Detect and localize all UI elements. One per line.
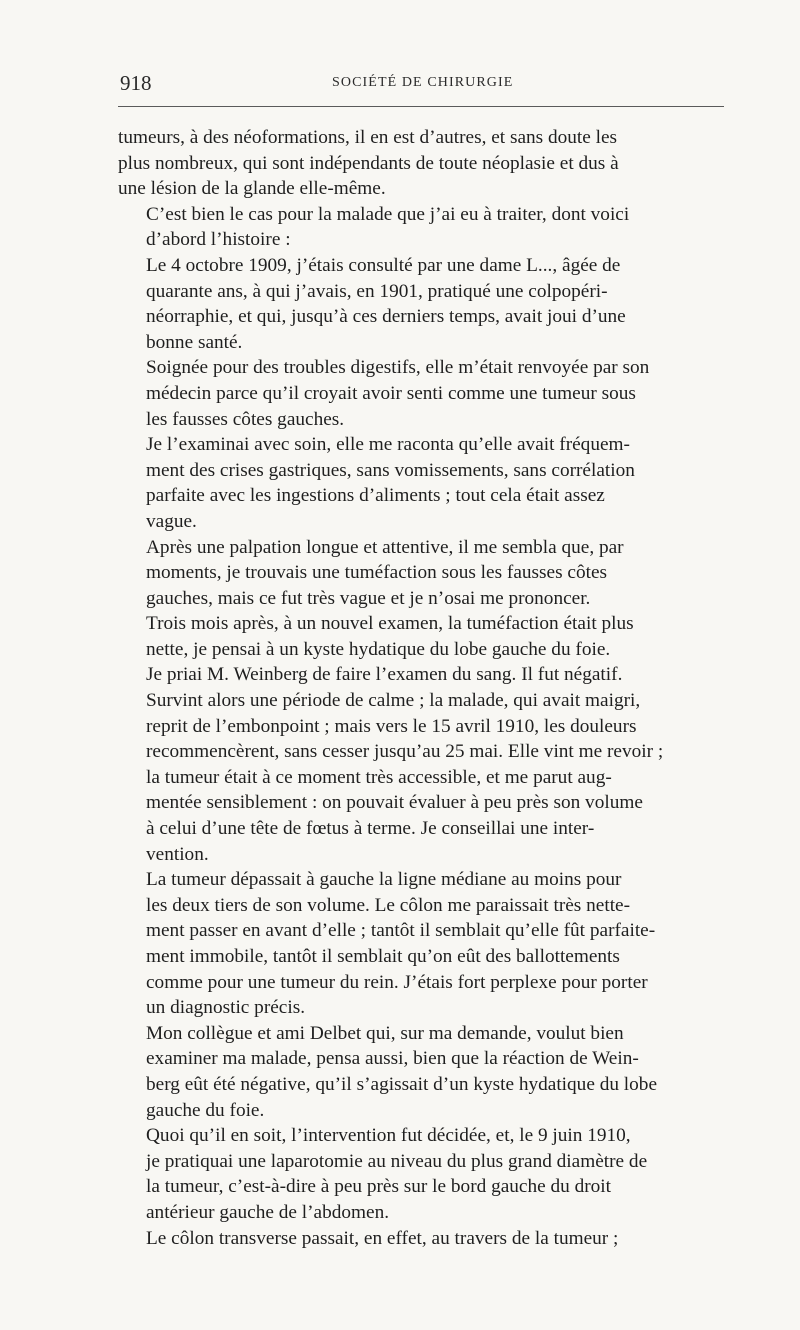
text-line: antérieur gauche de l’abdomen.: [146, 1201, 390, 1223]
text-line: Le 4 octobre 1909, j’étais consulté par une dame L..., âgée de: [146, 254, 621, 276]
text-line: les fausses côtes gauches.: [146, 408, 345, 430]
page-number: 918: [120, 71, 152, 95]
paragraph: [118, 611, 724, 662]
text-line: moments, je trouvais une tuméfaction sous les fausses côtes: [146, 562, 608, 584]
text-line: la tumeur, c’est-à-dire à peu près sur le bord gauche du droit: [146, 1176, 612, 1198]
text-line: La tumeur dépassait à gauche la ligne médiane au moins pour: [146, 869, 622, 891]
paragraph: [118, 125, 724, 202]
text-line: ment passer en avant d’elle ; tantôt il semblait qu’elle fût parfaite-: [146, 920, 656, 942]
text-line: berg eût été négative, qu’il s’agissait d’un kyste hydatique du lobe: [146, 1073, 658, 1095]
text-line: Soignée pour des troubles digestifs, elle m’était renvoyée par son: [146, 357, 650, 379]
text-line: médecin parce qu’il croyait avoir senti comme une tumeur sous: [146, 382, 636, 404]
paragraph: [118, 1123, 724, 1225]
text-line: comme pour une tumeur du rein. J’étais fort perplexe pour porter: [146, 971, 648, 993]
text-line: la tumeur était à ce moment très accessible, et me parut aug-: [146, 766, 612, 788]
text-line: un diagnostic précis.: [146, 997, 306, 1019]
text-line: d’abord l’histoire :: [146, 229, 291, 251]
text-line: vague.: [146, 510, 197, 532]
text-line: C’est bien le cas pour la malade que j’ai eu à traiter, dont voici: [146, 203, 630, 225]
text-line: parfaite avec les ingestions d’aliments ; tout cela était assez: [146, 485, 605, 507]
text-line: à celui d’une tête de fœtus à terme. Je conseillai une inter-: [146, 818, 595, 840]
paragraph: [118, 432, 724, 534]
text-line: je pratiquai une laparotomie au niveau du plus grand diamètre de: [146, 1150, 648, 1172]
paragraph: [118, 688, 724, 867]
text-line: Je priai M. Weinberg de faire l’examen du sang. Il fut négatif.: [146, 664, 623, 686]
text-line: Trois mois après, à un nouvel examen, la tuméfaction était plus: [146, 613, 634, 635]
text-line: néorraphie, et qui, jusqu’à ces derniers temps, avait joui d’une: [146, 306, 626, 328]
text-line: nette, je pensai à un kyste hydatique du lobe gauche du foie.: [146, 638, 611, 660]
paragraph: [118, 1021, 724, 1123]
text-line: Mon collègue et ami Delbet qui, sur ma demande, voulut bien: [146, 1022, 624, 1044]
text-line: tumeurs, à des néoformations, il en est d’autres, et sans doute les: [118, 127, 618, 148]
text-line: Après une palpation longue et attentive, il me sembla que, par: [146, 536, 624, 558]
text-line: recommencèrent, sans cesser jusqu’au 25 mai. Elle vint me revoir ;: [146, 741, 664, 763]
text-line: mentée sensiblement : on pouvait évaluer à peu près son volume: [146, 792, 643, 814]
running-head: SOCIÉTÉ DE CHIRURGIE: [332, 75, 514, 90]
body-text: [118, 125, 724, 1251]
text-line: les deux tiers de son volume. Le côlon me paraissait très nette-: [146, 894, 631, 916]
text-line: examiner ma malade, pensa aussi, bien que la réaction de Wein-: [146, 1048, 639, 1070]
paragraph: [118, 355, 724, 432]
text-line: vention.: [146, 843, 209, 865]
paragraph: [118, 253, 724, 355]
header-rule: [118, 106, 724, 107]
text-line: Je l’examinai avec soin, elle me raconta qu’elle avait fréquem-: [146, 434, 630, 456]
text-line: ment immobile, tantôt il semblait qu’on eût des ballottements: [146, 946, 620, 967]
text-line: gauches, mais ce fut très vague et je n’osai me prononcer.: [146, 587, 591, 609]
text-line: ment des crises gastriques, sans vomissements, sans corrélation: [146, 459, 635, 481]
text-line: gauche du foie.: [146, 1099, 265, 1121]
paragraph: [118, 202, 724, 253]
paragraph: [118, 535, 724, 612]
paragraph: [118, 1226, 724, 1252]
text-line: bonne santé.: [146, 331, 243, 353]
text-line: quarante ans, à qui j’avais, en 1901, pratiqué une colpopéri-: [146, 280, 608, 302]
text-line: une lésion de la glande elle-même.: [118, 178, 386, 200]
text-line: Survint alors une période de calme ; la malade, qui avait maigri,: [146, 690, 641, 712]
text-line: Le côlon transverse passait, en effet, au travers de la tumeur ;: [146, 1227, 619, 1249]
text-line: plus nombreux, qui sont indépendants de toute néoplasie et dus à: [118, 152, 619, 174]
text-line: Quoi qu’il en soit, l’intervention fut décidée, et, le 9 juin 1910,: [146, 1125, 631, 1147]
page-header: [118, 70, 724, 100]
paragraph: [118, 867, 724, 1021]
text-line: reprit de l’embonpoint ; mais vers le 15 avril 1910, les douleurs: [146, 715, 637, 737]
paragraph: [118, 662, 724, 688]
